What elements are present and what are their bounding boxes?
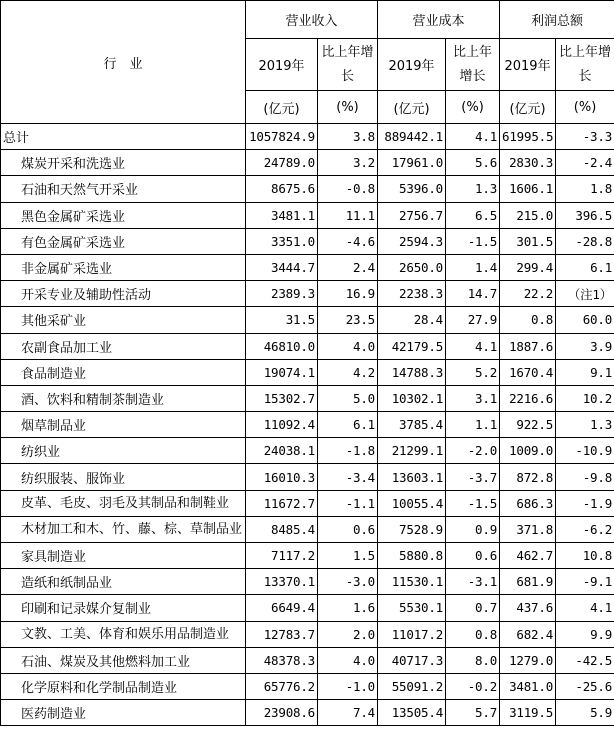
profit-cell: 682.4 xyxy=(500,621,556,647)
rev-cell: 3444.7 xyxy=(246,254,318,280)
industry-name-cell: 石油、煤炭及其他燃料加工业 xyxy=(1,647,246,673)
cost-g-cell: -3.1 xyxy=(446,569,500,595)
cost-cell: 5396.0 xyxy=(378,176,446,202)
header-profit-growth: 比上年增长 xyxy=(556,39,614,91)
rev-g-cell: 16.9 xyxy=(318,281,378,307)
industry-name-cell: 印刷和记录媒介复制业 xyxy=(1,595,246,621)
table-row xyxy=(1,150,614,176)
rev-cell: 16010.3 xyxy=(246,464,318,490)
rev-g-cell: 1.6 xyxy=(318,595,378,621)
table-row xyxy=(1,621,614,647)
profit-g-cell: 10.8 xyxy=(556,543,614,569)
header-revenue-unit: (亿元) xyxy=(246,91,318,124)
profit-cell: 301.5 xyxy=(500,228,556,254)
rev-g-cell: 3.2 xyxy=(318,150,378,176)
profit-g-cell: -1.9 xyxy=(556,490,614,516)
profit-cell: 1670.4 xyxy=(500,359,556,385)
table-row xyxy=(1,464,614,490)
industry-name-cell: 烟草制品业 xyxy=(1,412,246,438)
cost-g-cell: 5.2 xyxy=(446,359,500,385)
rev-g-cell: 23.5 xyxy=(318,307,378,333)
rev-cell: 31.5 xyxy=(246,307,318,333)
profit-g-cell: 396.5 xyxy=(556,202,614,228)
rev-cell: 48378.3 xyxy=(246,647,318,673)
table-row xyxy=(1,385,614,411)
cost-g-cell: -2.0 xyxy=(446,438,500,464)
profit-g-cell: 1.8 xyxy=(556,176,614,202)
profit-cell: 22.2 xyxy=(500,281,556,307)
cost-cell: 2756.7 xyxy=(378,202,446,228)
rev-g-cell: 1.5 xyxy=(318,543,378,569)
rev-cell: 11092.4 xyxy=(246,412,318,438)
rev-g-cell: -4.6 xyxy=(318,228,378,254)
rev-g-cell: 4.2 xyxy=(318,359,378,385)
cost-cell: 10055.4 xyxy=(378,490,446,516)
profit-g-cell: 9.1 xyxy=(556,359,614,385)
profit-cell: 922.5 xyxy=(500,412,556,438)
cost-g-cell: 5.7 xyxy=(446,700,500,726)
cost-g-cell: 0.7 xyxy=(446,595,500,621)
rev-g-cell: 4.0 xyxy=(318,333,378,359)
profit-g-cell: 10.2 xyxy=(556,385,614,411)
rev-cell: 13370.1 xyxy=(246,569,318,595)
profit-g-cell: -9.1 xyxy=(556,569,614,595)
table-row xyxy=(1,333,614,359)
industry-name-cell: 煤炭开采和洗选业 xyxy=(1,150,246,176)
table-row xyxy=(1,281,614,307)
rev-cell: 24038.1 xyxy=(246,438,318,464)
cost-g-cell: -1.5 xyxy=(446,228,500,254)
industry-name-cell: 黑色金属矿采选业 xyxy=(1,202,246,228)
rev-g-cell: 4.0 xyxy=(318,647,378,673)
rev-g-cell: -3.4 xyxy=(318,464,378,490)
cost-g-cell: 0.9 xyxy=(446,516,500,542)
cost-g-cell: -1.5 xyxy=(446,490,500,516)
rev-g-cell: 0.6 xyxy=(318,516,378,542)
table-row xyxy=(1,438,614,464)
industry-name-cell: 其他采矿业 xyxy=(1,307,246,333)
rev-cell: 1057824.9 xyxy=(246,124,318,150)
cost-cell: 42179.5 xyxy=(378,333,446,359)
table-row xyxy=(1,700,614,726)
rev-cell: 15302.7 xyxy=(246,385,318,411)
profit-g-cell: （注1） xyxy=(556,281,614,307)
profit-cell: 1887.6 xyxy=(500,333,556,359)
profit-cell: 2216.6 xyxy=(500,385,556,411)
header-profit: 利润总额 xyxy=(500,1,614,39)
table-row xyxy=(1,228,614,254)
cost-cell: 11530.1 xyxy=(378,569,446,595)
profit-g-cell: -2.4 xyxy=(556,150,614,176)
table-row xyxy=(1,359,614,385)
rev-cell: 3481.1 xyxy=(246,202,318,228)
cost-g-cell: 1.4 xyxy=(446,254,500,280)
cost-cell: 10302.1 xyxy=(378,385,446,411)
profit-cell: 1279.0 xyxy=(500,647,556,673)
cost-g-cell: 27.9 xyxy=(446,307,500,333)
profit-g-cell: -3.3 xyxy=(556,124,614,150)
industry-name-cell: 开采专业及辅助性活动 xyxy=(1,281,246,307)
industry-name-cell: 食品制造业 xyxy=(1,359,246,385)
cost-cell: 11017.2 xyxy=(378,621,446,647)
cost-cell: 14788.3 xyxy=(378,359,446,385)
profit-cell: 686.3 xyxy=(500,490,556,516)
table-row xyxy=(1,543,614,569)
rev-cell: 3351.0 xyxy=(246,228,318,254)
cost-cell: 3785.4 xyxy=(378,412,446,438)
rev-g-cell: 2.0 xyxy=(318,621,378,647)
industry-name-cell: 文教、工美、体育和娱乐用品制造业 xyxy=(1,621,246,647)
header-cost-growth-unit: (%) xyxy=(446,91,500,124)
profit-cell: 1009.0 xyxy=(500,438,556,464)
cost-cell: 889442.1 xyxy=(378,124,446,150)
cost-g-cell: 0.6 xyxy=(446,543,500,569)
rev-cell: 46810.0 xyxy=(246,333,318,359)
cost-g-cell: 6.5 xyxy=(446,202,500,228)
profit-cell: 681.9 xyxy=(500,569,556,595)
cost-g-cell: 5.6 xyxy=(446,150,500,176)
rev-g-cell: -1.8 xyxy=(318,438,378,464)
profit-cell: 0.8 xyxy=(500,307,556,333)
cost-cell: 2594.3 xyxy=(378,228,446,254)
rev-cell: 2389.3 xyxy=(246,281,318,307)
cost-cell: 5530.1 xyxy=(378,595,446,621)
industry-name-cell: 化学原料和化学制品制造业 xyxy=(1,673,246,699)
cost-cell: 13505.4 xyxy=(378,700,446,726)
cost-g-cell: 4.1 xyxy=(446,124,500,150)
industry-name-cell: 皮革、毛皮、羽毛及其制品和制鞋业 xyxy=(1,490,246,516)
industry-name-cell: 石油和天然气开采业 xyxy=(1,176,246,202)
header-profit-growth-unit: (%) xyxy=(556,91,614,124)
rev-cell: 6649.4 xyxy=(246,595,318,621)
profit-g-cell: 60.0 xyxy=(556,307,614,333)
industry-name-cell: 纺织服装、服饰业 xyxy=(1,464,246,490)
industry-name-cell: 酒、饮料和精制茶制造业 xyxy=(1,385,246,411)
profit-g-cell: -10.9 xyxy=(556,438,614,464)
profit-g-cell: 3.9 xyxy=(556,333,614,359)
cost-g-cell: 4.1 xyxy=(446,333,500,359)
profit-cell: 462.7 xyxy=(500,543,556,569)
header-cost: 营业成本 xyxy=(378,1,500,39)
cost-cell: 2650.0 xyxy=(378,254,446,280)
rev-g-cell: -0.8 xyxy=(318,176,378,202)
header-cost-unit: (亿元) xyxy=(378,91,446,124)
rev-cell: 8485.4 xyxy=(246,516,318,542)
profit-g-cell: -25.6 xyxy=(556,673,614,699)
cost-cell: 7528.9 xyxy=(378,516,446,542)
cost-cell: 21299.1 xyxy=(378,438,446,464)
profit-cell: 61995.5 xyxy=(500,124,556,150)
rev-cell: 24789.0 xyxy=(246,150,318,176)
industry-name-cell: 有色金属矿采选业 xyxy=(1,228,246,254)
cost-cell: 40717.3 xyxy=(378,647,446,673)
profit-cell: 299.4 xyxy=(500,254,556,280)
profit-g-cell: 1.3 xyxy=(556,412,614,438)
rev-cell: 11672.7 xyxy=(246,490,318,516)
rev-cell: 8675.6 xyxy=(246,176,318,202)
table-row xyxy=(1,647,614,673)
profit-g-cell: 4.1 xyxy=(556,595,614,621)
profit-cell: 1606.1 xyxy=(500,176,556,202)
table-row xyxy=(1,202,614,228)
table-row xyxy=(1,490,614,516)
table-row xyxy=(1,176,614,202)
profit-cell: 215.0 xyxy=(500,202,556,228)
profit-g-cell: 6.1 xyxy=(556,254,614,280)
rev-g-cell: 5.0 xyxy=(318,385,378,411)
profit-cell: 872.8 xyxy=(500,464,556,490)
cost-cell: 2238.3 xyxy=(378,281,446,307)
rev-cell: 12783.7 xyxy=(246,621,318,647)
industry-name-cell: 总计 xyxy=(1,124,246,150)
rev-g-cell: 11.1 xyxy=(318,202,378,228)
profit-cell: 371.8 xyxy=(500,516,556,542)
rev-g-cell: -3.0 xyxy=(318,569,378,595)
header-revenue-growth: 比上年增长 xyxy=(318,39,378,91)
profit-g-cell: -6.2 xyxy=(556,516,614,542)
cost-cell: 5880.8 xyxy=(378,543,446,569)
rev-cell: 7117.2 xyxy=(246,543,318,569)
profit-cell: 3119.5 xyxy=(500,700,556,726)
cost-g-cell: 8.0 xyxy=(446,647,500,673)
cost-g-cell: 14.7 xyxy=(446,281,500,307)
rev-g-cell: 7.4 xyxy=(318,700,378,726)
industry-name-cell: 农副食品加工业 xyxy=(1,333,246,359)
cost-g-cell: 0.8 xyxy=(446,621,500,647)
cost-cell: 28.4 xyxy=(378,307,446,333)
rev-g-cell: 3.8 xyxy=(318,124,378,150)
cost-cell: 13603.1 xyxy=(378,464,446,490)
rev-g-cell: 2.4 xyxy=(318,254,378,280)
header-industry: 行 业 xyxy=(1,1,246,124)
cost-cell: 55091.2 xyxy=(378,673,446,699)
rev-cell: 23908.6 xyxy=(246,700,318,726)
cost-g-cell: -0.2 xyxy=(446,673,500,699)
profit-g-cell: 9.9 xyxy=(556,621,614,647)
table-row xyxy=(1,569,614,595)
profit-cell: 3481.0 xyxy=(500,673,556,699)
header-revenue-growth-unit: (%) xyxy=(318,91,378,124)
header-profit-year: 2019年 xyxy=(500,39,556,91)
profit-cell: 2830.3 xyxy=(500,150,556,176)
rev-g-cell: -1.1 xyxy=(318,490,378,516)
header-revenue-year: 2019年 xyxy=(246,39,318,91)
cost-g-cell: 1.3 xyxy=(446,176,500,202)
rev-g-cell: 6.1 xyxy=(318,412,378,438)
profit-g-cell: -9.8 xyxy=(556,464,614,490)
header-revenue: 营业收入 xyxy=(246,1,378,39)
table-row xyxy=(1,516,614,542)
industry-name-cell: 非金属矿采选业 xyxy=(1,254,246,280)
industry-name-cell: 家具制造业 xyxy=(1,543,246,569)
header-profit-unit: (亿元) xyxy=(500,91,556,124)
table-row xyxy=(1,412,614,438)
cost-cell: 17961.0 xyxy=(378,150,446,176)
cost-g-cell: 1.1 xyxy=(446,412,500,438)
table-row-total xyxy=(1,124,614,150)
header-cost-growth: 比上年增长 xyxy=(446,39,500,91)
rev-cell: 19074.1 xyxy=(246,359,318,385)
cost-g-cell: -3.7 xyxy=(446,464,500,490)
table-row xyxy=(1,254,614,280)
industry-name-cell: 纺织业 xyxy=(1,438,246,464)
header-cost-year: 2019年 xyxy=(378,39,446,91)
profit-g-cell: -42.5 xyxy=(556,647,614,673)
table-row xyxy=(1,673,614,699)
table-row xyxy=(1,595,614,621)
table-row xyxy=(1,307,614,333)
industry-name-cell: 木材加工和木、竹、藤、棕、草制品业 xyxy=(1,516,246,542)
profit-g-cell: 5.9 xyxy=(556,700,614,726)
profit-g-cell: -28.8 xyxy=(556,228,614,254)
rev-g-cell: -1.0 xyxy=(318,673,378,699)
profit-cell: 437.6 xyxy=(500,595,556,621)
rev-cell: 65776.2 xyxy=(246,673,318,699)
industry-name-cell: 医药制造业 xyxy=(1,700,246,726)
cost-g-cell: 3.1 xyxy=(446,385,500,411)
industry-name-cell: 造纸和纸制品业 xyxy=(1,569,246,595)
